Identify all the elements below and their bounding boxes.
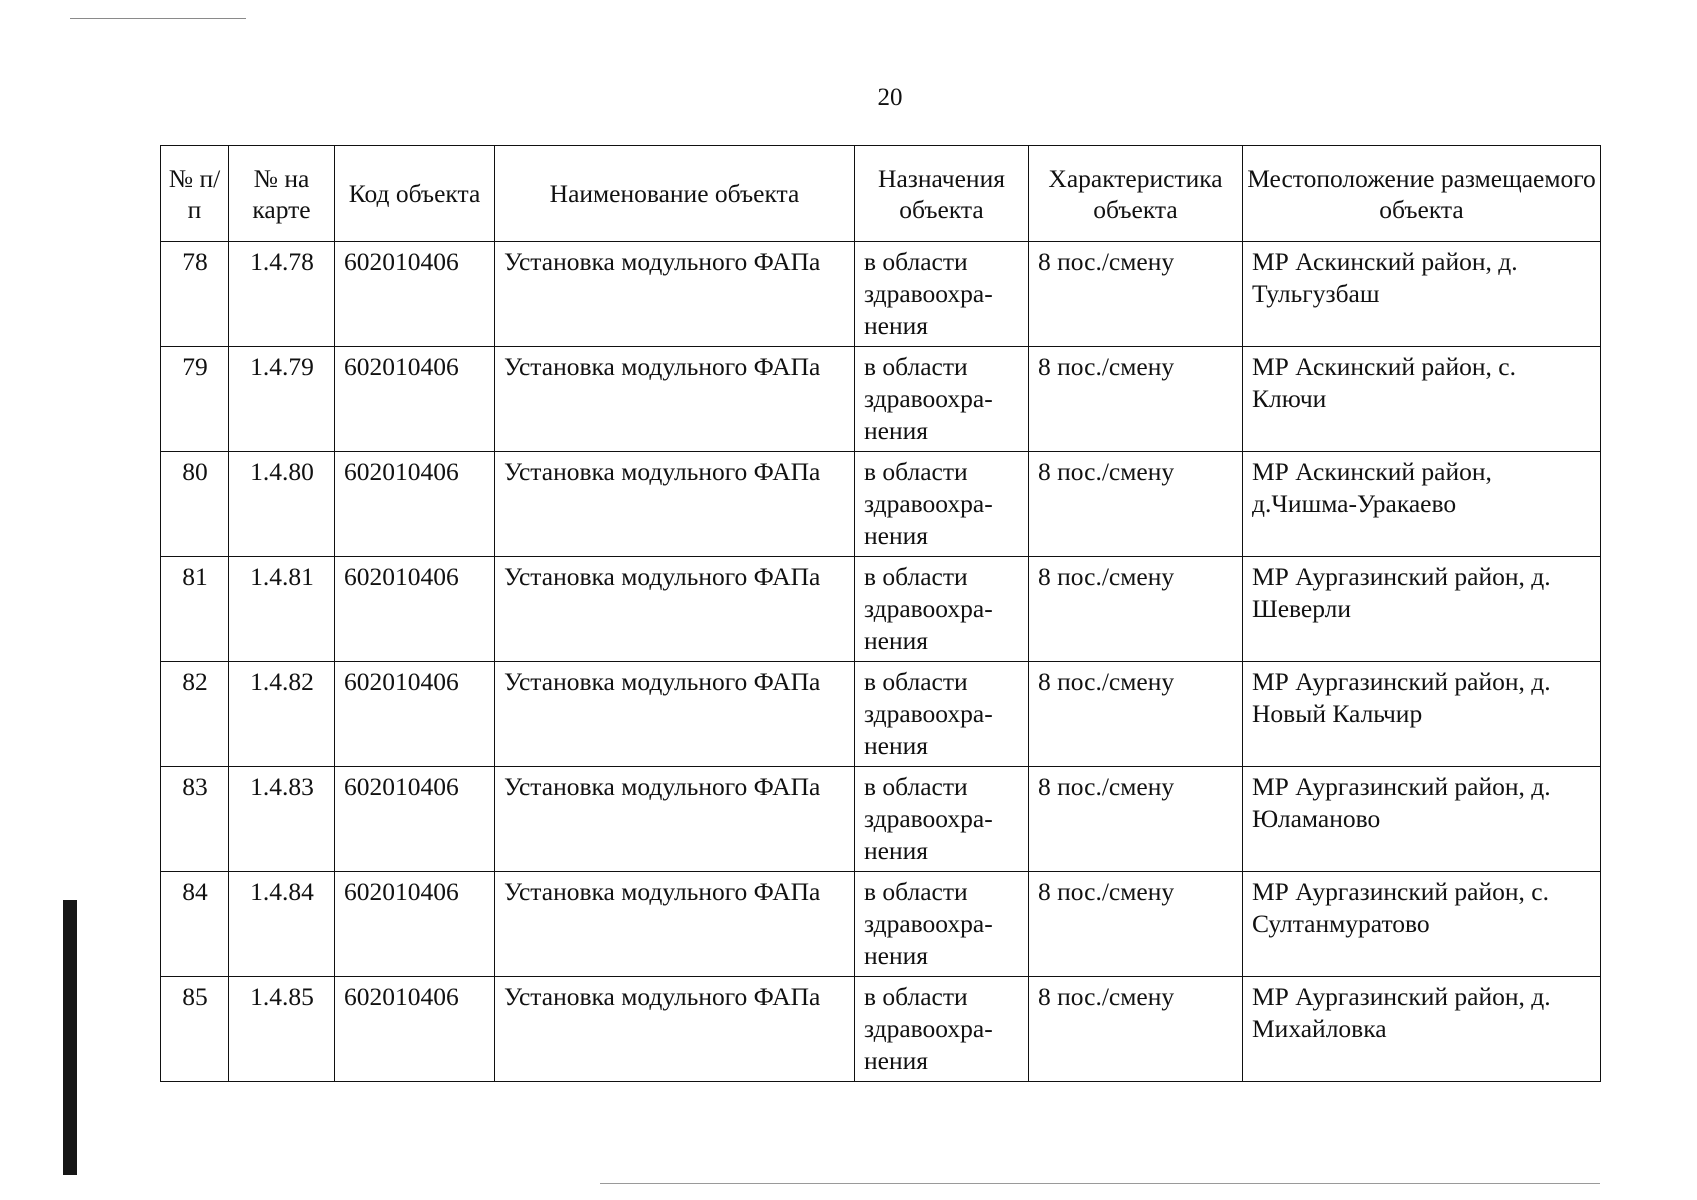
bottom-scan-rule — [600, 1183, 1600, 1184]
cell-purpose: в области здравоохра-нения — [855, 347, 1029, 452]
cell-characteristic: 8 пос./смену — [1029, 452, 1243, 557]
cell-name: Установка модульного ФАПа — [495, 872, 855, 977]
header-row — [161, 146, 1601, 242]
scan-edge-shadow — [63, 900, 77, 1175]
cell-characteristic: 8 пос./смену — [1029, 242, 1243, 347]
cell-characteristic: 8 пос./смену — [1029, 977, 1243, 1082]
cell-code: 602010406 — [335, 767, 495, 872]
cell-map-num: 1.4.82 — [229, 662, 335, 767]
header-location: Местоположение размещаемого объекта — [1243, 146, 1601, 242]
table-row — [161, 452, 1601, 557]
cell-characteristic: 8 пос./смену — [1029, 557, 1243, 662]
cell-name: Установка модульного ФАПа — [495, 557, 855, 662]
cell-num: 80 — [161, 452, 229, 557]
cell-code: 602010406 — [335, 242, 495, 347]
cell-num: 85 — [161, 977, 229, 1082]
cell-characteristic: 8 пос./смену — [1029, 347, 1243, 452]
cell-purpose: в области здравоохра-нения — [855, 452, 1029, 557]
table-header — [161, 146, 1601, 242]
header-map-num: № на карте — [229, 146, 335, 242]
cell-map-num: 1.4.81 — [229, 557, 335, 662]
cell-map-num: 1.4.84 — [229, 872, 335, 977]
header-name: Наименование объекта — [495, 146, 855, 242]
table-row — [161, 557, 1601, 662]
cell-purpose: в области здравоохра-нения — [855, 872, 1029, 977]
cell-characteristic: 8 пос./смену — [1029, 767, 1243, 872]
header-num: № п/п — [161, 146, 229, 242]
cell-code: 602010406 — [335, 662, 495, 767]
header-purpose: Назначения объекта — [855, 146, 1029, 242]
cell-purpose: в области здравоохра-нения — [855, 662, 1029, 767]
table-row — [161, 347, 1601, 452]
cell-num: 78 — [161, 242, 229, 347]
cell-name: Установка модульного ФАПа — [495, 452, 855, 557]
cell-code: 602010406 — [335, 452, 495, 557]
cell-num: 79 — [161, 347, 229, 452]
cell-code: 602010406 — [335, 872, 495, 977]
cell-characteristic: 8 пос./смену — [1029, 872, 1243, 977]
cell-num: 84 — [161, 872, 229, 977]
cell-location: МР Аургазинский район, д. Новый Кальчир — [1243, 662, 1601, 767]
cell-location: МР Аургазинский район, с. Султанмуратово — [1243, 872, 1601, 977]
page-number: 20 — [877, 84, 903, 111]
cell-name: Установка модульного ФАПа — [495, 662, 855, 767]
cell-location: МР Аургазинский район, д. Михайловка — [1243, 977, 1601, 1082]
objects-table — [160, 145, 1601, 1082]
cell-num: 83 — [161, 767, 229, 872]
cell-name: Установка модульного ФАПа — [495, 767, 855, 872]
cell-location: МР Аскинский район, с. Ключи — [1243, 347, 1601, 452]
header-characteristic: Характеристика объекта — [1029, 146, 1243, 242]
cell-purpose: в области здравоохра-нения — [855, 557, 1029, 662]
cell-num: 81 — [161, 557, 229, 662]
cell-num: 82 — [161, 662, 229, 767]
cell-name: Установка модульного ФАПа — [495, 977, 855, 1082]
table-row — [161, 977, 1601, 1082]
cell-name: Установка модульного ФАПа — [495, 347, 855, 452]
top-scan-rule — [70, 18, 246, 19]
table-row — [161, 767, 1601, 872]
cell-purpose: в области здравоохра-нения — [855, 242, 1029, 347]
header-code: Код объекта — [335, 146, 495, 242]
cell-purpose: в области здравоохра-нения — [855, 977, 1029, 1082]
table-row — [161, 242, 1601, 347]
cell-characteristic: 8 пос./смену — [1029, 662, 1243, 767]
cell-map-num: 1.4.85 — [229, 977, 335, 1082]
cell-location: МР Аскинский район, д. Тульгузбаш — [1243, 242, 1601, 347]
cell-location: МР Аскинский район, д.Чишма-Уракаево — [1243, 452, 1601, 557]
cell-map-num: 1.4.79 — [229, 347, 335, 452]
cell-map-num: 1.4.83 — [229, 767, 335, 872]
cell-map-num: 1.4.78 — [229, 242, 335, 347]
cell-map-num: 1.4.80 — [229, 452, 335, 557]
cell-code: 602010406 — [335, 557, 495, 662]
cell-location: МР Аургазинский район, д. Шеверли — [1243, 557, 1601, 662]
cell-purpose: в области здравоохра-нения — [855, 767, 1029, 872]
cell-code: 602010406 — [335, 977, 495, 1082]
cell-name: Установка модульного ФАПа — [495, 242, 855, 347]
cell-code: 602010406 — [335, 347, 495, 452]
table-row — [161, 662, 1601, 767]
table-body — [161, 242, 1601, 1082]
cell-location: МР Аургазинский район, д. Юламаново — [1243, 767, 1601, 872]
table-row — [161, 872, 1601, 977]
